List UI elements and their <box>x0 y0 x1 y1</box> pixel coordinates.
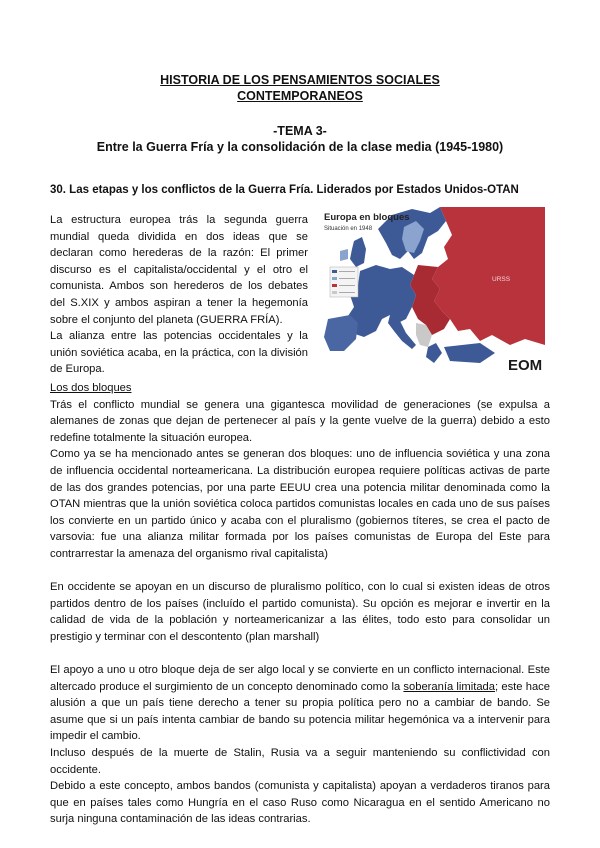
blocks-paragraph-6: Debido a este concepto, ambos bandos (comunista y capitalista) apoyan a verdaderos tiranos para que en países tales como Hungría en el caso Ruso como Nicaragua en el sentido Americano no surja ninguna contaminación de las ideas contrarias. <box>50 780 550 826</box>
legend-swatch-neutral <box>332 291 337 294</box>
map-subtitle: Situación en 1948 <box>324 226 373 232</box>
topic-number: -TEMA 3- <box>273 124 327 138</box>
eom-logo: EOM <box>508 357 543 374</box>
topic-subtitle: Entre la Guerra Fría y la consolidación de la clase media (1945-1980) <box>96 140 504 154</box>
blocks-paragraph-2: Como ya se ha mencionado antes se generan dos bloques: uno de influencia soviética y una zona de influencia occidental norteamericana. La distribución europea requiere políticas activas de parte de las dos grandes potencias, por una parte EEUU crea una potencia militar denominada como la OTAN mientras que la unión soviética coloca partidos comunistas locales en cada uno de sus países los convierte en un partido único y acaba con el pluralismo (gobiernos títeres, se crea el pacto de varsovia: fue una alianza militar formada por los países comunistas de Europa del Este para contrarrestar la amenaza del organismo rival capitalista) <box>50 448 550 560</box>
intro-text <box>50 212 308 378</box>
blocks-paragraph-4 <box>50 662 550 745</box>
map-label-ussr: URSS <box>492 276 511 283</box>
document-title-line1: HISTORIA DE LOS PENSAMIENTOS SOCIALES <box>160 73 440 87</box>
legend-swatch-neutral-west <box>332 277 337 280</box>
limited-sovereignty-term: soberanía limitada <box>403 680 495 693</box>
document-title-line2: CONTEMPORANEOS <box>237 89 363 103</box>
blocks-paragraph-5: Incluso después de la muerte de Stalin, Rusia va a seguir manteniendo su conflictividad con occidente. <box>50 747 550 776</box>
blank-line <box>50 563 550 580</box>
blocks-heading: Los dos bloques <box>50 382 132 394</box>
intro-paragraph-1: La estructura europea trás la segunda guerra mundial queda dividida en dos ideas que se declaran como herederas de la razón: El primer discurso es el capitalista/occidental y el otro el comunista. Ambos son herederos de los debates del S.XIX y ambos aspiran a tener la hegemonía sobre el conjunto del planeta (GUERRA FRÍA). <box>50 214 308 326</box>
blocks-paragraph-3: En occidente se apoyan en un discurso de pluralismo político, con lo cual si existen ideas de otros partidos dentro de los países (incluído el partido comunista). Su opción es mejorar e invertir en la calidad de vida de la población y norteamericanizar a las élites, todo esto para consolidar un prestigio y terminar con el descontento (plan marshall) <box>50 581 550 643</box>
paragraph-4-start: El apoyo a uno u otro bloque deja de ser algo local y se convierte en un conflicto internacional. Este altercado produce el surgimiento de un concepto denominado como la <box>50 664 550 693</box>
blank-line <box>50 646 550 663</box>
ireland-region <box>340 249 348 261</box>
legend-swatch-east <box>332 284 337 287</box>
legend-swatch-west <box>332 270 337 273</box>
europe-map-svg <box>320 207 545 375</box>
paragraph-4-end: ; este hace alusión a que un país tiene derecho a tener su propia política pero no a cambiar de bando. Se asume que si un país intenta cambiar de bando su potencia militar hegemónica va a intervenir para impedir el cambio. <box>50 680 550 743</box>
section-heading: 30. Las etapas y los conflictos de la Guerra Fría. Liderados por Estados Unidos-OTAN <box>50 184 519 196</box>
map-title: Europa en bloques <box>324 212 410 223</box>
blocks-paragraph-1: Trás el conflicto mundial se genera una gigantesca movilidad de generaciones (se expulsa a alemanes de zonas que dejan de pertenecer al país y la gente vuelve de la guerra) debido a esto redefine totalmente la situación europea. <box>50 398 550 444</box>
europe-blocks-map <box>320 207 545 375</box>
intro-paragraph-2: La alianza entre las potencias occidentales y la unión soviética acaba, en la práctica, con la división de Europa. <box>50 330 308 376</box>
blocks-section <box>50 380 550 828</box>
